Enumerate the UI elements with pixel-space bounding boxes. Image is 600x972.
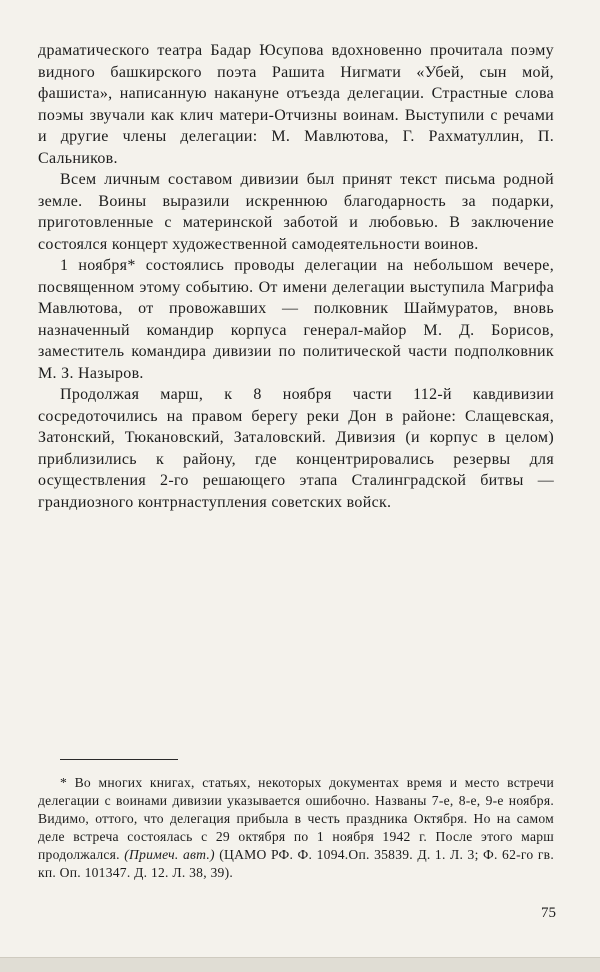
paragraph-1: драматического театра Бадар Юсупова вдохновенно прочитала поэму видного башкирского поэта Рашита Нигмати «Убей, сын мой, фашиста», написанную накануне отъезда делегации. Страстные слова поэмы звучали как клич матери-Отчизны воинам. Выступили с речами и другие члены делегации: М. Мавлютова, Г. Рахматуллин, П. Сальников.	[38, 42, 554, 167]
footnote-paragraph	[38, 774, 554, 882]
paragraph-3: 1 ноября* состоялись проводы делегации на небольшом вечере, посвященном этому событию. От имени делегации выступила Магрифа Мавлютова, от провожавших — полковник Шаймуратов, вновь назначенный командир корпуса генерал-майор М. Д. Борисов, заместитель командира дивизии по политической части подполковник М. З. Назыров.	[38, 257, 554, 382]
footnote	[38, 774, 554, 882]
footnote-author-note: (Примеч. авт.)	[124, 847, 215, 862]
paragraph-2: Всем личным составом дивизии был принят текст письма родной земле. Воины выразили искреннюю благодарность за подарки, приготовленные с материнской заботой и любовью. В заключение состоялся концерт художественной самодеятельности воинов.	[38, 171, 554, 253]
page-number: 75	[541, 905, 556, 921]
main-text	[38, 40, 554, 513]
footnote-divider	[60, 759, 178, 760]
paragraph-4: Продолжая марш, к 8 ноября части 112-й кавдивизии сосредоточились на правом берегу реки Дон в районе: Слащевская, Затонский, Тюкановский, Заталовский. Дивизия (и корпус в целом) приблизились к району, где концентрировались резервы для осуществления 2-го решающего этапа Сталинградской битвы — грандиозного контрнаступления советских войск.	[38, 386, 554, 511]
footnote-archive-reference: (ЦАМО РФ. Ф. 1094.Оп. 35839. Д. 1. Л. 3; Ф. 62-го гв. кп. Оп. 101347. Д. 12. Л. 38, 39).	[38, 847, 554, 880]
footnote-text: * Во многих книгах, статьях, некоторых документах время и место встречи делегации с воинами дивизии указывается ошибочно. Названы 7-е, 8-е, 9-е ноября. Видимо, оттого, что делегация прибыла в честь праздника Октября. Но на самом деле встреча состоялась с 29 октября по 1 ноября 1942 г. После этого марш продолжался.	[38, 775, 554, 862]
scan-bottom-edge	[0, 957, 600, 972]
